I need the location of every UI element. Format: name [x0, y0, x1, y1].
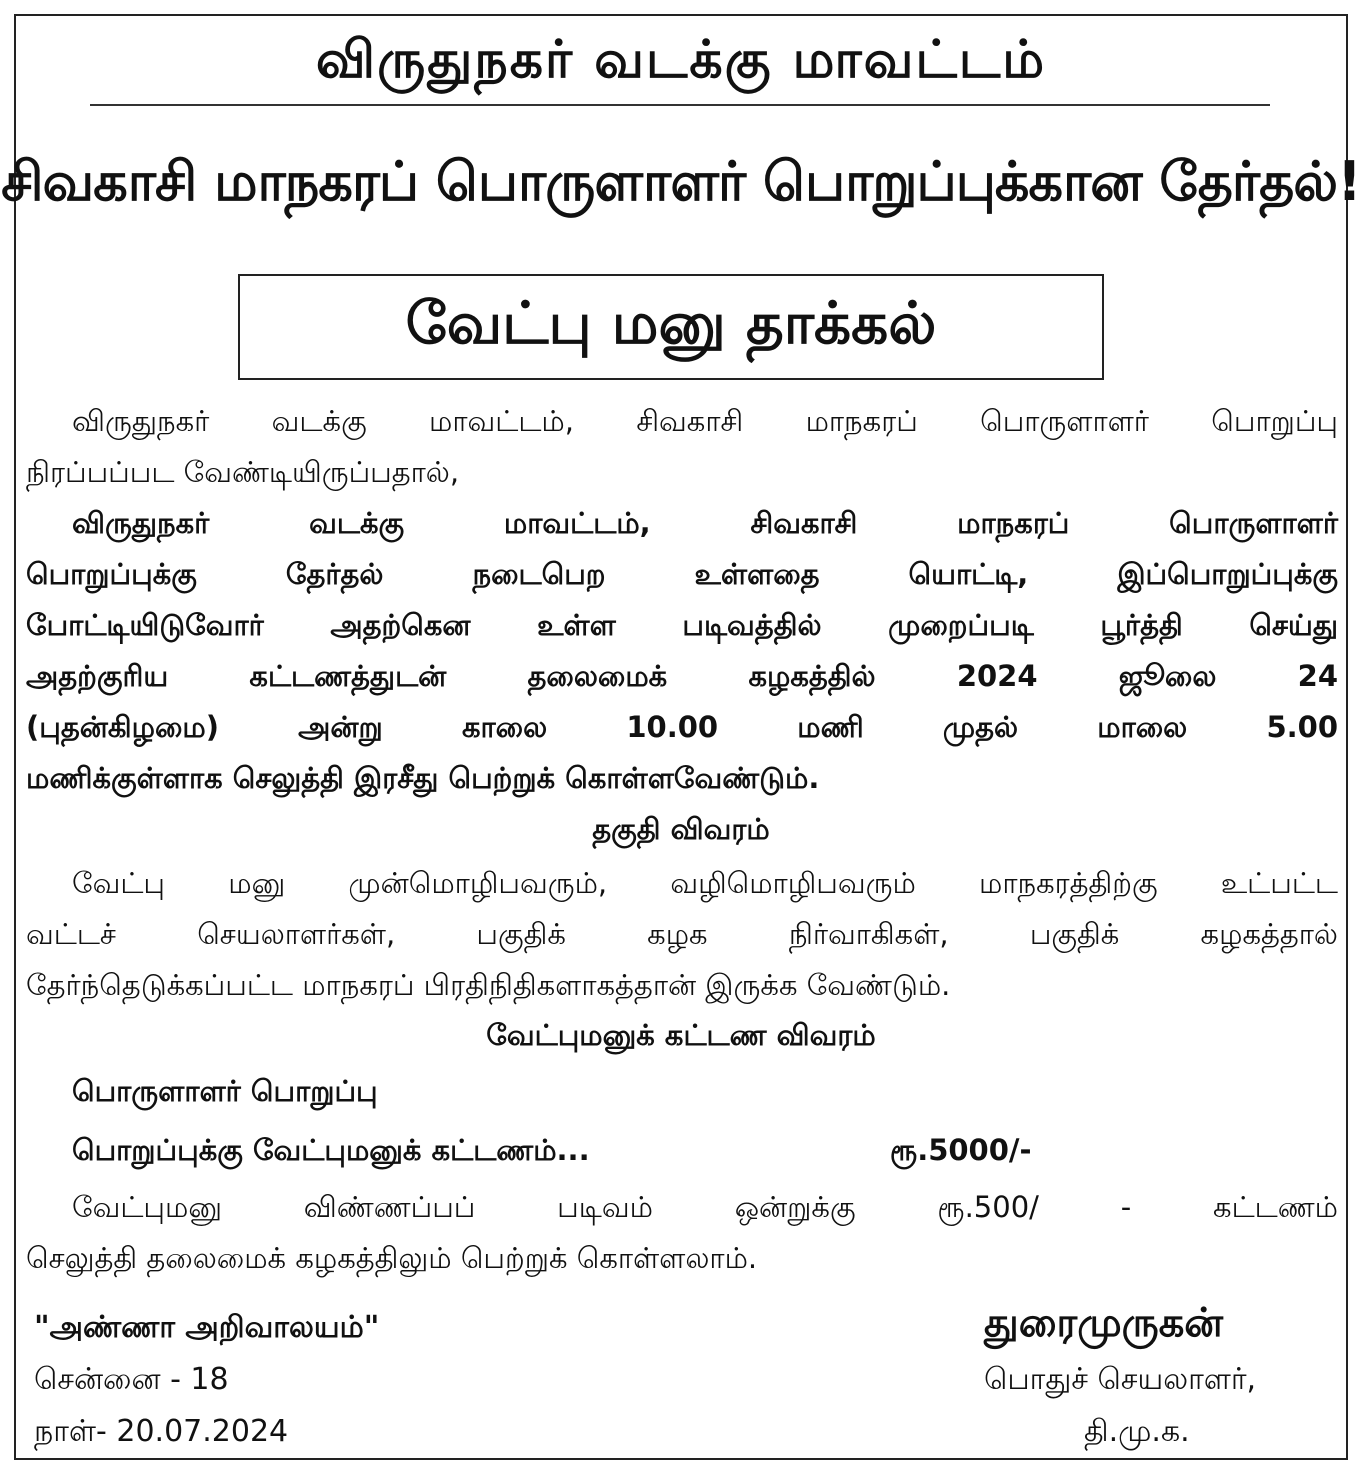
notice-date: நாள்- 20.07.2024 [34, 1414, 289, 1449]
nomination-box-title: வேட்பு மனு தாக்கல் [238, 274, 1104, 380]
fee-label: பொறுப்புக்கு வேட்புமனுக் கட்டணம்... [72, 1133, 590, 1167]
fee-heading: வேட்புமனுக் கட்டண விவரம் [486, 1018, 876, 1052]
signatory-designation: பொதுச் செயலாளர், [984, 1362, 1257, 1397]
announcement-line-1: விருதுநகர் வடக்கு மாவட்டம், சிவகாசி மாநகரப் பொருளாளர் [72, 506, 1338, 540]
eligibility-line-3: தேர்ந்தெடுக்கப்பட்ட மாநகரப் பிரதிநிதிகளாகத்தான் இருக்க வேண்டும். [26, 968, 951, 1002]
eligibility-line-2: வட்டச் செயலாளர்கள், பகுதிக் கழக நிர்வாகிகள், பகுதிக் கழகத்தால் [26, 917, 1338, 951]
announcement-line-4: அதற்குரிய கட்டணத்துடன் தலைமைக் கழகத்தில் 2024 ஜூலை 24 [26, 659, 1338, 693]
office-name: "அண்ணா அறிவாலயம்" [34, 1310, 380, 1345]
announcement-line-3: போட்டியிடுவோர் அதற்கென உள்ள படிவத்தில் முறைப்படி பூர்த்தி செய்து [26, 608, 1338, 642]
office-city: சென்னை - 18 [34, 1362, 229, 1397]
eligibility-line-1: வேட்பு மனு முன்மொழிபவரும், வழிமொழிபவரும் மாநகரத்திற்கு உட்பட்ட [72, 866, 1338, 900]
fee-position: பொருளாளர் பொறுப்பு [72, 1074, 378, 1108]
form-fee-line-1: வேட்புமனு விண்ணப்பப் படிவம் ஒன்றுக்கு ரூ.500/ - கட்டணம் [72, 1190, 1338, 1224]
form-fee-line-2: செலுத்தி தலைமைக் கழகத்திலும் பெற்றுக் கொள்ளலாம். [26, 1241, 758, 1275]
intro-line-1: விருதுநகர் வடக்கு மாவட்டம், சிவகாசி மாநகரப் பொருளாளர் பொறுப்பு [72, 404, 1338, 438]
announcement-line-2: பொறுப்புக்கு தேர்தல் நடைபெற உள்ளதை யொட்டி, இப்பொறுப்புக்கு [26, 557, 1338, 591]
party-name: தி.மு.க. [1084, 1414, 1190, 1449]
announcement-line-5: (புதன்கிழமை) அன்று காலை 10.00 மணி முதல் மாலை 5.00 [26, 710, 1338, 744]
eligibility-heading: தகுதி விவரம் [592, 812, 770, 846]
intro-line-2: நிரப்பப்பட வேண்டியிருப்பதால், [26, 455, 460, 489]
district-heading: விருதுநகர் வடக்கு மாவட்டம் [315, 30, 1047, 90]
signatory-name: துரைமுருகன் [984, 1300, 1224, 1346]
announcement-line-6: மணிக்குள்ளாக செலுத்தி இரசீது பெற்றுக் கொள்ளவேண்டும். [26, 761, 820, 795]
fee-amount: ரூ.5000/- [890, 1133, 1032, 1167]
heading-divider [90, 104, 1270, 106]
election-title: சிவகாசி மாநகரப் பொருளாளர் பொறுப்புக்கான தேர்தல்! [1, 150, 1361, 213]
